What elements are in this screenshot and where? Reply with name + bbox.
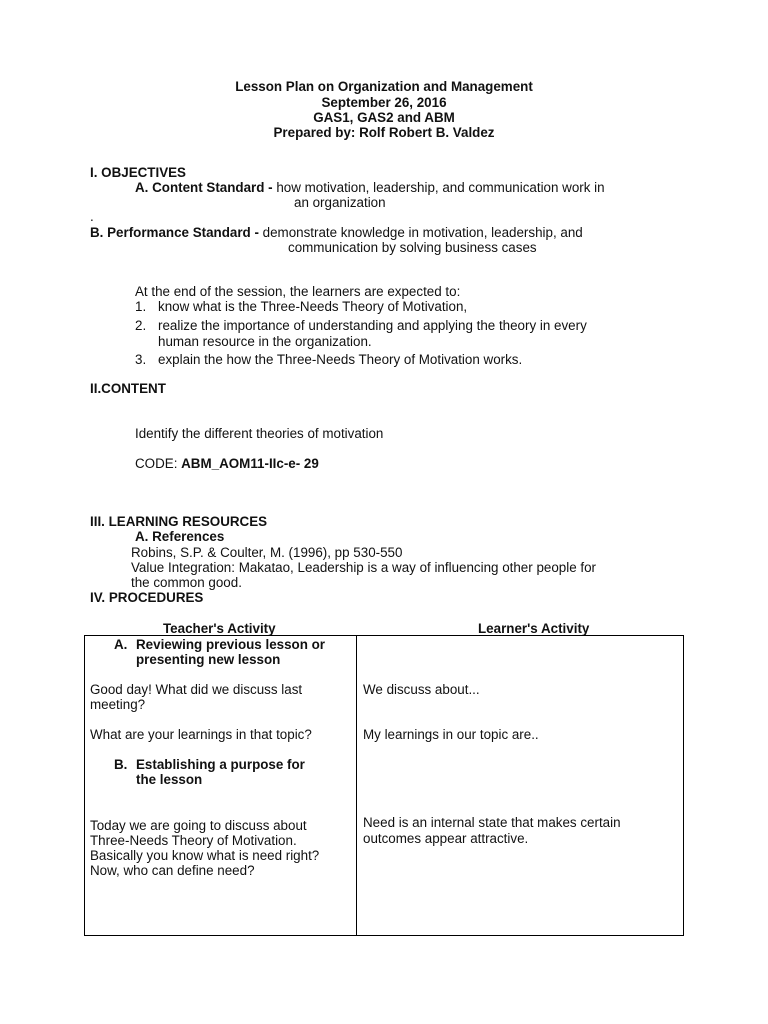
section-b-letter: B. <box>114 757 128 772</box>
learner-answer-3: Need is an internal state that makes certain <box>363 815 621 830</box>
reference-citation: Robins, S.P. & Coulter, M. (1996), pp 530-550 <box>131 545 403 560</box>
learner-answer-2: My learnings in our topic are.. <box>363 727 539 742</box>
section-b-title: Establishing a purpose for <box>136 757 305 772</box>
section-b-title-cont: the lesson <box>136 772 203 787</box>
content-code <box>135 456 319 471</box>
objective-item-2 <box>135 318 146 333</box>
objective-item-number: 2. <box>135 318 147 333</box>
objective-item-3-text: explain the how the Three-Needs Theory of Motivation works. <box>158 352 523 367</box>
content-heading: II.CONTENT <box>90 381 166 396</box>
teacher-question-1-cont: meeting? <box>90 697 146 712</box>
column-divider <box>356 636 357 935</box>
resources-heading: III. LEARNING RESOURCES <box>90 514 268 529</box>
teacher-question-3-line4: Now, who can define need? <box>90 863 255 878</box>
teacher-question-3: Today we are going to discuss about <box>90 818 307 833</box>
objective-item-1-text: know what is the Three-Needs Theory of Motivation, <box>158 299 468 314</box>
objective-item-2-text: realize the importance of understanding and applying the theory in every <box>158 318 587 333</box>
document-title: Lesson Plan on Organization and Management <box>235 79 533 94</box>
teacher-question-3-line3: Basically you know what is need right? <box>90 848 320 863</box>
content-text: Identify the different theories of motivation <box>135 426 384 441</box>
procedures-heading: IV. PROCEDURES <box>90 590 204 605</box>
performance-standard <box>90 225 583 240</box>
value-integration-cont: the common good. <box>131 575 242 590</box>
teacher-question-3-line2: Three-Needs Theory of Motivation. <box>90 833 297 848</box>
objective-item-2-text-cont: human resource in the organization. <box>158 334 372 349</box>
content-standard-text-cont: an organization <box>294 195 386 210</box>
references-label: A. References <box>135 529 225 544</box>
document-author: Prepared by: Rolf Robert B. Valdez <box>273 125 495 140</box>
column-header-teacher: Teacher's Activity <box>163 621 276 636</box>
learner-answer-1: We discuss about... <box>363 682 480 697</box>
value-integration: Value Integration: Makatao, Leadership is a way of influencing other people for <box>131 560 596 575</box>
section-a-letter: A. <box>114 637 128 652</box>
performance-standard-text: demonstrate knowledge in motivation, leadership, and <box>262 225 583 240</box>
column-header-learner: Learner's Activity <box>478 621 590 636</box>
performance-standard-label: B. Performance Standard - <box>90 225 263 240</box>
objectives-heading: I. OBJECTIVES <box>90 165 186 180</box>
section-a-title-cont: presenting new lesson <box>136 652 281 667</box>
objective-item-number: 3. <box>135 352 147 367</box>
document-sections: GAS1, GAS2 and ABM <box>313 110 455 125</box>
objective-item-number: 1. <box>135 299 147 314</box>
learner-answer-3-cont: outcomes appear attractive. <box>363 831 529 846</box>
performance-standard-text-cont: communication by solving business cases <box>288 240 537 255</box>
content-standard <box>135 180 605 195</box>
content-standard-label: A. Content Standard - <box>135 180 277 195</box>
objectives-intro: At the end of the session, the learners are expected to: <box>135 284 461 299</box>
content-standard-text: how motivation, leadership, and communication work in <box>276 180 605 195</box>
code-label: CODE: <box>135 456 182 471</box>
code-value: ABM_AOM11-IIc-e- 29 <box>181 456 319 471</box>
section-a-title: Reviewing previous lesson or <box>136 637 326 652</box>
objective-item-3 <box>135 352 146 367</box>
stray-dot: . <box>90 209 94 224</box>
document-date: September 26, 2016 <box>321 95 447 110</box>
teacher-question-2: What are your learnings in that topic? <box>90 727 312 742</box>
teacher-question-1: Good day! What did we discuss last <box>90 682 303 697</box>
objective-item-1 <box>135 299 146 314</box>
